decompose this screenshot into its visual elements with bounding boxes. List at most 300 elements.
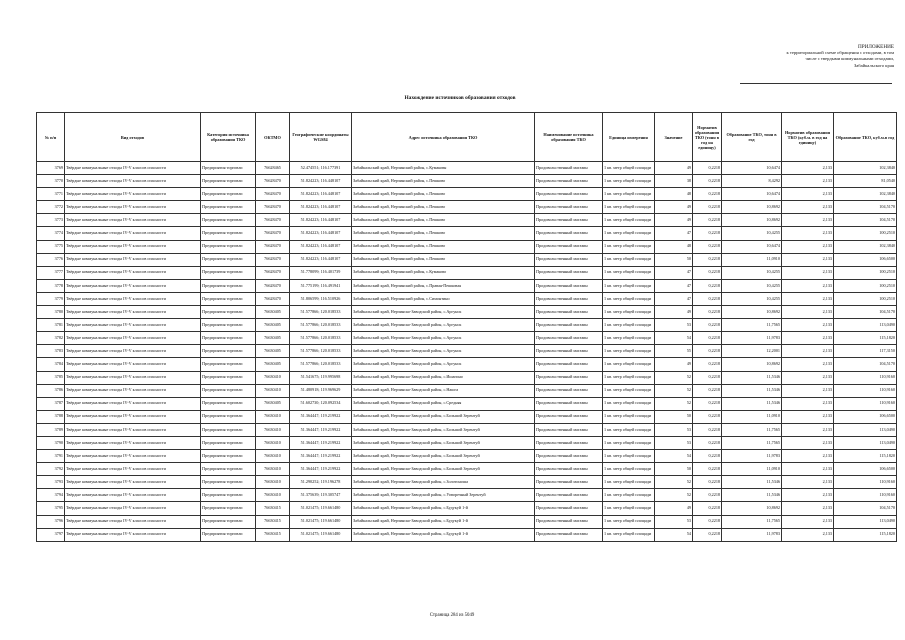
waste-cubic-cell: 104,5170 [834,201,897,214]
waste-type-cell: Твёрдые коммунальные отходы IV-V классов опасности [65,227,201,240]
source-category-cell: Предприятия торговли [201,292,256,305]
appendix-block [722,44,894,69]
waste-tonnes-cell: 10,4255 [722,292,782,305]
source-address-cell: Забайкальский край, Нерчинский район, с.Пешково [352,201,535,214]
norm-tonnes-cell: 0,2218 [693,397,722,410]
waste-type-cell: Твёрдые коммунальные отходы IV-V классов опасности [65,188,201,201]
unit-cell: 1 кв. метр общей площади [603,319,655,332]
norm-tonnes-cell: 0,2218 [693,384,722,397]
source-name-cell: Продовольственный магазин [535,410,603,423]
waste-tonnes-cell: 10,8692 [722,502,782,515]
source-address-cell: Забайкальский край, Нерчинский район, с.Кумаковн [352,162,535,175]
oktmo-code-cell: 76628470 [256,266,290,279]
value-cell: 54 [655,332,693,345]
source-category-cell: Предприятия торговли [201,502,256,515]
waste-type-cell: Твёрдые коммунальные отходы IV-V классов опасности [65,253,201,266]
table-row [37,450,897,463]
source-category-cell: Предприятия торговли [201,345,256,358]
source-category-cell: Предприятия торговли [201,528,256,541]
source-address-cell: Забайкальский край, Нерчинский район, с.Пешково [352,240,535,253]
source-address-cell: Забайкальский край, Нерчинско-Заводский район, с.Будукуй 1-й [352,502,535,515]
waste-tonnes-cell: 11,0910 [722,410,782,423]
row-number-cell: 3777 [37,266,65,279]
unit-cell: 1 кв. метр общей площади [603,175,655,188]
oktmo-code-cell: 76630415 [256,502,290,515]
value-cell: 50 [655,410,693,423]
source-address-cell: Забайкальский край, Нерчинско-Заводский район, с.Большой Зерентуй [352,410,535,423]
row-number-cell: 3793 [37,476,65,489]
source-category-cell: Предприятия торговли [201,515,256,528]
coordinates-cell: 51.577866; 120.018533 [290,306,352,319]
waste-tonnes-cell: 10,4255 [722,266,782,279]
table-row [37,528,897,541]
column-header: ОКТМО [256,113,290,162]
waste-cubic-cell: 110,9160 [834,489,897,502]
unit-cell: 1 кв. метр общей площади [603,476,655,489]
coordinates-cell: 51.824223; 116.448107 [290,214,352,227]
oktmo-code-cell: 76628465 [256,162,290,175]
waste-cubic-cell: 115,1820 [834,528,897,541]
coordinates-cell: 51.577866; 120.018533 [290,332,352,345]
value-cell: 53 [655,319,693,332]
norm-cubic-cell: 2,133 [782,489,834,502]
unit-cell: 1 кв. метр общей площади [603,240,655,253]
oktmo-code-cell: 76628470 [256,292,290,305]
norm-tonnes-cell: 0,2218 [693,463,722,476]
norm-cubic-cell: 2,133 [782,410,834,423]
source-name-cell: Продовольственный магазин [535,201,603,214]
norm-cubic-cell: 2,133 [782,384,834,397]
waste-cubic-cell: 113,0490 [834,436,897,449]
table-row [37,358,897,371]
waste-type-cell: Твёрдые коммунальные отходы IV-V классов опасности [65,436,201,449]
source-category-cell: Предприятия торговли [201,371,256,384]
norm-cubic-cell: 2,133 [782,201,834,214]
oktmo-code-cell: 76628470 [256,188,290,201]
norm-tonnes-cell: 0,2218 [693,345,722,358]
column-header: Наименование источника образования ТКО [535,113,603,162]
column-header: Категория источника образования ТКО [201,113,256,162]
source-address-cell: Забайкальский край, Нерчинский район, с.Пешково [352,214,535,227]
value-cell: 53 [655,423,693,436]
source-name-cell: Продовольственный магазин [535,423,603,436]
source-category-cell: Предприятия торговли [201,410,256,423]
oktmo-code-cell: 76628470 [256,214,290,227]
source-name-cell: Продовольственный магазин [535,476,603,489]
coordinates-cell: 51.021475; 119.661480 [290,502,352,515]
column-header: Норматив образования ТКО (тонн в год на единицу) [693,113,722,162]
unit-cell: 1 кв. метр общей площади [603,253,655,266]
oktmo-code-cell: 76630415 [256,515,290,528]
norm-cubic-cell: 2,133 [782,332,834,345]
source-address-cell: Забайкальский край, Нерчинско-Заводский район, с.Большой Зерентуй [352,423,535,436]
norm-tonnes-cell: 0,2218 [693,436,722,449]
waste-type-cell: Твёрдые коммунальные отходы IV-V классов опасности [65,371,201,384]
table-row [37,319,897,332]
coordinates-cell: 51.824223; 116.448107 [290,240,352,253]
unit-cell: 1 кв. метр общей площади [603,436,655,449]
column-header: Норматив образования ТКО (куб.м. в год на единицу) [782,113,834,162]
appendix-line-2: числе с твердыми коммунальными отходами, [805,56,894,62]
oktmo-code-cell: 76628470 [256,240,290,253]
table-row [37,201,897,214]
signature-rule [740,83,892,84]
source-address-cell: Забайкальский край, Нерчинский район, с.Симонтино [352,292,535,305]
waste-tonnes-cell: 11,9783 [722,450,782,463]
appendix-line-1: к территориальной схеме обращения с отходами, в том [786,50,894,56]
source-category-cell: Предприятия торговли [201,319,256,332]
waste-type-cell: Твёрдые коммунальные отходы IV-V классов опасности [65,240,201,253]
waste-cubic-cell: 104,5170 [834,306,897,319]
waste-type-cell: Твёрдые коммунальные отходы IV-V классов опасности [65,450,201,463]
waste-tonnes-cell: 10,6474 [722,162,782,175]
norm-tonnes-cell: 0,2218 [693,253,722,266]
source-name-cell: Продовольственный магазин [535,397,603,410]
waste-cubic-cell: 102,3840 [834,188,897,201]
column-header: № п/п [37,113,65,162]
appendix-line-3: Забайкальского края [853,62,894,68]
source-name-cell: Продовольственный магазин [535,227,603,240]
table-row [37,279,897,292]
norm-cubic-cell: 2,133 [782,358,834,371]
source-address-cell: Забайкальский край, Нерчинско-Заводский район, с.Большой Зерентуй [352,436,535,449]
row-number-cell: 3784 [37,358,65,371]
table-row [37,332,897,345]
waste-tonnes-cell: 11,0910 [722,253,782,266]
norm-cubic-cell: 2,133 [782,319,834,332]
oktmo-code-cell: 76630410 [256,489,290,502]
source-name-cell: Продовольственный магазин [535,463,603,476]
oktmo-code-cell: 76630405 [256,345,290,358]
waste-cubic-cell: 117,3150 [834,345,897,358]
waste-tonnes-cell: 10,8692 [722,358,782,371]
oktmo-code-cell: 76628470 [256,175,290,188]
waste-type-cell: Твёрдые коммунальные отходы IV-V классов опасности [65,515,201,528]
source-name-cell: Продовольственный магазин [535,162,603,175]
norm-tonnes-cell: 0,2218 [693,332,722,345]
oktmo-code-cell: 76630410 [256,436,290,449]
waste-type-cell: Твёрдые коммунальные отходы IV-V классов опасности [65,319,201,332]
source-address-cell: Забайкальский край, Нерчинско-Заводский район, с.Аргунск [352,345,535,358]
value-cell: 52 [655,397,693,410]
norm-tonnes-cell: 0,2218 [693,371,722,384]
column-header: Единица измерения [603,113,655,162]
waste-tonnes-cell: 10,6474 [722,188,782,201]
norm-tonnes-cell: 0,2218 [693,476,722,489]
row-number-cell: 3788 [37,410,65,423]
waste-cubic-cell: 81,0540 [834,175,897,188]
waste-cubic-cell: 110,9160 [834,397,897,410]
waste-cubic-cell: 115,1820 [834,450,897,463]
unit-cell: 1 кв. метр общей площади [603,397,655,410]
oktmo-code-cell: 76630415 [256,528,290,541]
norm-tonnes-cell: 0,2218 [693,528,722,541]
oktmo-code-cell: 76630410 [256,450,290,463]
row-number-cell: 3787 [37,397,65,410]
norm-tonnes-cell: 0,2218 [693,319,722,332]
waste-type-cell: Твёрдые коммунальные отходы IV-V классов опасности [65,214,201,227]
waste-type-cell: Твёрдые коммунальные отходы IV-V классов опасности [65,502,201,515]
row-number-cell: 3775 [37,240,65,253]
norm-cubic-cell: 2,133 [782,292,834,305]
waste-tonnes-cell: 12,2001 [722,345,782,358]
source-category-cell: Предприятия торговли [201,463,256,476]
source-category-cell: Предприятия торговли [201,358,256,371]
waste-tonnes-cell: 11,5346 [722,397,782,410]
waste-cubic-cell: 104,5170 [834,214,897,227]
waste-cubic-cell: 106,6500 [834,410,897,423]
row-number-cell: 3770 [37,175,65,188]
value-cell: 49 [655,502,693,515]
source-address-cell: Забайкальский край, Нерчинско-Заводский район, с.Золотоноша [352,476,535,489]
row-number-cell: 3779 [37,292,65,305]
coordinates-cell: 51.577866; 120.018533 [290,358,352,371]
waste-type-cell: Твёрдые коммунальные отходы IV-V классов опасности [65,489,201,502]
coordinates-cell: 51.824223; 116.448107 [290,253,352,266]
waste-type-cell: Твёрдые коммунальные отходы IV-V классов опасности [65,345,201,358]
coordinates-cell: 51.577866; 120.018533 [290,345,352,358]
row-number-cell: 3773 [37,214,65,227]
source-address-cell: Забайкальский край, Нерчинско-Заводский район, с.Аргунск [352,319,535,332]
coordinates-cell: 51.824223; 116.448107 [290,175,352,188]
row-number-cell: 3772 [37,201,65,214]
waste-cubic-cell: 104,5170 [834,358,897,371]
source-address-cell: Забайкальский край, Нерчинский район, с.Пешково [352,188,535,201]
waste-cubic-cell: 102,3840 [834,162,897,175]
source-category-cell: Предприятия торговли [201,162,256,175]
appendix-title: ПРИЛОЖЕНИЕ [858,44,894,50]
row-number-cell: 3769 [37,162,65,175]
page-footer: Страница 284 из 5049 [429,613,475,618]
source-category-cell: Предприятия торговли [201,397,256,410]
table-row [37,436,897,449]
waste-type-cell: Твёрдые коммунальные отходы IV-V классов опасности [65,292,201,305]
oktmo-code-cell: 76630405 [256,306,290,319]
coordinates-cell: 51.541675; 119.995698 [290,371,352,384]
coordinates-cell: 51.364447; 119.219922 [290,463,352,476]
table-row [37,489,897,502]
table-row [37,463,897,476]
coordinates-cell: 51.375639; 119.305747 [290,489,352,502]
oktmo-code-cell: 76630410 [256,476,290,489]
source-category-cell: Предприятия торговли [201,175,256,188]
oktmo-code-cell: 76630410 [256,463,290,476]
column-header: Образование ТКО, куб.м.в год [834,113,897,162]
value-cell: 52 [655,489,693,502]
waste-cubic-cell: 110,9160 [834,476,897,489]
norm-tonnes-cell: 0,2218 [693,214,722,227]
coordinates-cell: 51.021475; 119.661480 [290,515,352,528]
coordinates-cell: 51.602730; 120.092534 [290,397,352,410]
source-name-cell: Продовольственный магазин [535,384,603,397]
source-category-cell: Предприятия торговли [201,214,256,227]
source-category-cell: Предприятия торговли [201,306,256,319]
source-category-cell: Предприятия торговли [201,423,256,436]
source-category-cell: Предприятия торговли [201,489,256,502]
coordinates-cell: 51.364447; 119.219922 [290,423,352,436]
norm-tonnes-cell: 0,2218 [693,240,722,253]
norm-cubic-cell: 2,133 [782,227,834,240]
waste-type-cell: Твёрдые коммунальные отходы IV-V классов опасности [65,162,201,175]
row-number-cell: 3796 [37,515,65,528]
source-address-cell: Забайкальский край, Нерчинско-Заводский район, с.Нашга [352,384,535,397]
coordinates-cell: 51.364447; 119.219922 [290,436,352,449]
source-address-cell: Забайкальский край, Нерчинско-Заводский район, с.Аргунск [352,358,535,371]
unit-cell: 1 кв. метр общей площади [603,515,655,528]
source-name-cell: Продовольственный магазин [535,358,603,371]
waste-tonnes-cell: 10,4255 [722,279,782,292]
value-cell: 49 [655,162,693,175]
source-category-cell: Предприятия торговли [201,240,256,253]
source-name-cell: Продовольственный магазин [535,515,603,528]
waste-type-cell: Твёрдые коммунальные отходы IV-V классов опасности [65,201,201,214]
norm-cubic-cell: 2,133 [782,450,834,463]
waste-cubic-cell: 106,6500 [834,463,897,476]
source-address-cell: Забайкальский край, Нерчинско-Заводский район, с.Большой Зерентуй [352,450,535,463]
table-row [37,175,897,188]
row-number-cell: 3792 [37,463,65,476]
column-header: Вид отходов [65,113,201,162]
value-cell: 50 [655,463,693,476]
waste-tonnes-cell: 11,5346 [722,371,782,384]
table-row [37,384,897,397]
unit-cell: 1 кв. метр общей площади [603,358,655,371]
source-address-cell: Забайкальский край, Нерчинский район, с.Пешково [352,253,535,266]
coordinates-cell: 52.474551; 116.177391 [290,162,352,175]
value-cell: 53 [655,436,693,449]
value-cell: 49 [655,214,693,227]
norm-tonnes-cell: 0,2218 [693,162,722,175]
coordinates-cell: 51.577866; 120.018533 [290,319,352,332]
table-row [37,162,897,175]
waste-tonnes-cell: 11,9783 [722,528,782,541]
norm-tonnes-cell: 0,2218 [693,266,722,279]
oktmo-code-cell: 76630405 [256,397,290,410]
table-row [37,253,897,266]
norm-tonnes-cell: 0,2218 [693,410,722,423]
norm-tonnes-cell: 0,2218 [693,423,722,436]
unit-cell: 1 кв. метр общей площади [603,162,655,175]
waste-tonnes-cell: 11,7565 [722,436,782,449]
norm-cubic-cell: 2,133 [782,162,834,175]
row-number-cell: 3786 [37,384,65,397]
value-cell: 49 [655,358,693,371]
source-category-cell: Предприятия торговли [201,279,256,292]
coordinates-cell: 51.778099; 116.401739 [290,266,352,279]
waste-tonnes-cell: 10,8692 [722,214,782,227]
oktmo-code-cell: 76628470 [256,227,290,240]
norm-cubic-cell: 2,133 [782,371,834,384]
table-row [37,188,897,201]
norm-cubic-cell: 2,133 [782,253,834,266]
unit-cell: 1 кв. метр общей площади [603,463,655,476]
table-body [37,162,897,542]
value-cell: 52 [655,371,693,384]
source-name-cell: Продовольственный магазин [535,450,603,463]
value-cell: 52 [655,476,693,489]
norm-cubic-cell: 2,133 [782,436,834,449]
unit-cell: 1 кв. метр общей площади [603,227,655,240]
oktmo-code-cell: 76628470 [256,253,290,266]
row-number-cell: 3783 [37,345,65,358]
waste-type-cell: Твёрдые коммунальные отходы IV-V классов опасности [65,397,201,410]
unit-cell: 1 кв. метр общей площади [603,292,655,305]
unit-cell: 1 кв. метр общей площади [603,279,655,292]
unit-cell: 1 кв. метр общей площади [603,489,655,502]
waste-type-cell: Твёрдые коммунальные отходы IV-V классов опасности [65,266,201,279]
table-row [37,266,897,279]
norm-cubic-cell: 2,133 [782,214,834,227]
source-name-cell: Продовольственный магазин [535,371,603,384]
source-category-cell: Предприятия торговли [201,253,256,266]
waste-cubic-cell: 106,6500 [834,253,897,266]
source-category-cell: Предприятия торговли [201,266,256,279]
source-name-cell: Продовольственный магазин [535,292,603,305]
waste-tonnes-cell: 11,7565 [722,423,782,436]
row-number-cell: 3791 [37,450,65,463]
document-title: Нахождение источников образования отходов [404,95,516,101]
source-address-cell: Забайкальский край, Нерчинский район, с.Пешково [352,175,535,188]
value-cell: 53 [655,515,693,528]
source-address-cell: Забайкальский край, Нерчинско-Заводский район, с.Аргунск [352,306,535,319]
waste-tonnes-cell: 10,4255 [722,227,782,240]
column-header: Значение [655,113,693,162]
row-number-cell: 3776 [37,253,65,266]
waste-type-cell: Твёрдые коммунальные отходы IV-V классов опасности [65,279,201,292]
source-name-cell: Продовольственный магазин [535,345,603,358]
unit-cell: 1 кв. метр общей площади [603,266,655,279]
waste-type-cell: Твёрдые коммунальные отходы IV-V классов опасности [65,423,201,436]
unit-cell: 1 кв. метр общей площади [603,332,655,345]
waste-cubic-cell: 100,2510 [834,227,897,240]
source-name-cell: Продовольственный магазин [535,502,603,515]
waste-sources-table [36,112,897,542]
waste-tonnes-cell: 11,5346 [722,476,782,489]
source-address-cell: Забайкальский край, Нерчинско-Заводский район, с.Будукуй 1-й [352,515,535,528]
waste-type-cell: Твёрдые коммунальные отходы IV-V классов опасности [65,332,201,345]
row-number-cell: 3771 [37,188,65,201]
source-category-cell: Предприятия торговли [201,332,256,345]
waste-tonnes-cell: 11,7565 [722,515,782,528]
value-cell: 50 [655,253,693,266]
coordinates-cell: 51.806599; 116.510926 [290,292,352,305]
oktmo-code-cell: 76630405 [256,358,290,371]
waste-tonnes-cell: 11,7565 [722,319,782,332]
norm-tonnes-cell: 0,2218 [693,188,722,201]
table-row [37,515,897,528]
norm-cubic-cell: 2,133 [782,188,834,201]
source-name-cell: Продовольственный магазин [535,332,603,345]
waste-cubic-cell: 100,2510 [834,279,897,292]
row-number-cell: 3795 [37,502,65,515]
value-cell: 47 [655,266,693,279]
waste-cubic-cell: 115,1820 [834,332,897,345]
source-category-cell: Предприятия торговли [201,227,256,240]
unit-cell: 1 кв. метр общей площади [603,384,655,397]
norm-cubic-cell: 2,133 [782,463,834,476]
value-cell: 54 [655,528,693,541]
norm-cubic-cell: 2,133 [782,306,834,319]
coordinates-cell: 51.824223; 116.448107 [290,201,352,214]
value-cell: 47 [655,227,693,240]
norm-tonnes-cell: 0,2218 [693,175,722,188]
table-row [37,240,897,253]
source-address-cell: Забайкальский край, Нерчинско-Заводский район, с.Уоворечный Зерентуй [352,489,535,502]
source-name-cell: Продовольственный магазин [535,306,603,319]
unit-cell: 1 кв. метр общей площади [603,528,655,541]
value-cell: 49 [655,201,693,214]
source-address-cell: Забайкальский край, Нерчинско-Заводский район, с.Будукуй 1-й [352,528,535,541]
